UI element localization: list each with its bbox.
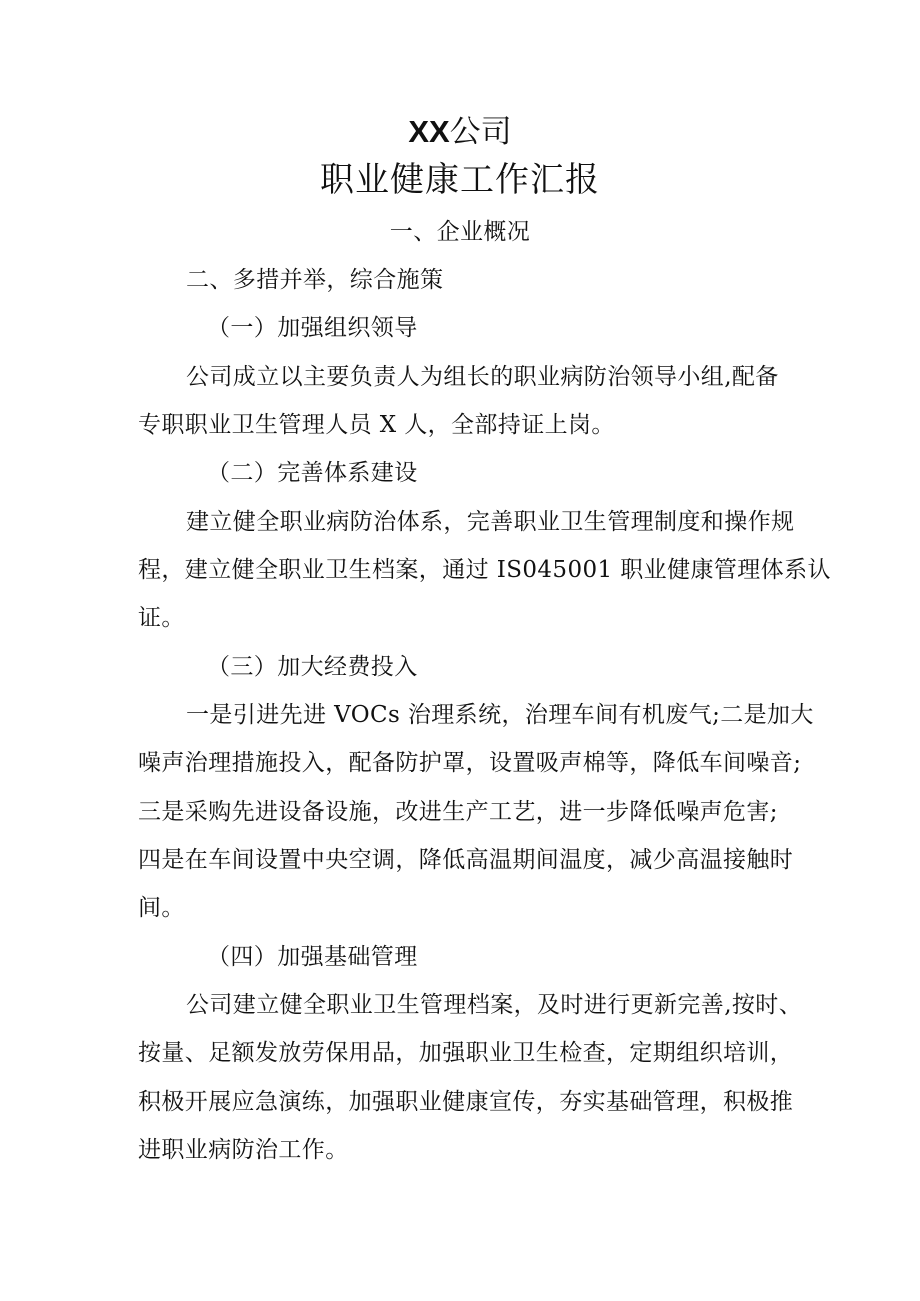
subsection-heading-system: （二）完善体系建设 bbox=[207, 460, 418, 486]
paragraph-line: 证。 bbox=[138, 605, 185, 631]
section-heading-measures: 二、多措并举，综合施策 bbox=[186, 267, 444, 293]
paragraph-line: 间。 bbox=[138, 895, 185, 921]
subsection-heading-management: （四）加强基础管理 bbox=[207, 944, 418, 970]
paragraph-line: 进职业病防治工作。 bbox=[138, 1137, 349, 1163]
paragraph-line: 程，建立健全职业卫生档案，通过 IS045001 职业健康管理体系认 bbox=[138, 557, 831, 583]
paragraph-line: 积极开展应急演练，加强职业健康宣传，夯实基础管理，积极推 bbox=[138, 1089, 794, 1115]
section-heading-overview: 一、企业概况 bbox=[389, 219, 531, 245]
paragraph-line: 四是在车间设置中央空调，降低高温期间温度，减少高温接触时 bbox=[138, 847, 794, 873]
document-company-title bbox=[0, 112, 920, 152]
paragraph-line: 公司建立健全职业卫生管理档案，及时进行更新完善,按时、 bbox=[186, 992, 803, 1018]
paragraph-line: 按量、足额发放劳保用品，加强职业卫生检查，定期组织培训， bbox=[138, 1040, 794, 1066]
paragraph-line: 三是采购先进设备设施，改进生产工艺，进一步降低噪声危害; bbox=[138, 799, 778, 825]
paragraph-line: 噪声治理措施投入，配备防护罩，设置吸声棉等，降低车间噪音; bbox=[138, 750, 802, 776]
company-name-placeholder: XX bbox=[408, 114, 450, 149]
subsection-heading-funding: （三）加大经费投入 bbox=[207, 654, 418, 680]
paragraph-line: 公司成立以主要负责人为组长的职业病防治领导小组,配备 bbox=[186, 364, 779, 390]
document-main-title: 职业健康工作汇报 bbox=[320, 160, 600, 200]
paragraph-line: 一是引进先进 VOCs 治理系统，治理车间有机废气;二是加大 bbox=[186, 702, 814, 728]
paragraph-line: 专职职业卫生管理人员 X 人，全部持证上岗。 bbox=[138, 412, 615, 438]
company-word: 公司 bbox=[449, 114, 512, 150]
subsection-heading-organization: （一）加强组织领导 bbox=[207, 315, 418, 341]
paragraph-line: 建立健全职业病防治体系，完善职业卫生管理制度和操作规 bbox=[186, 509, 795, 535]
